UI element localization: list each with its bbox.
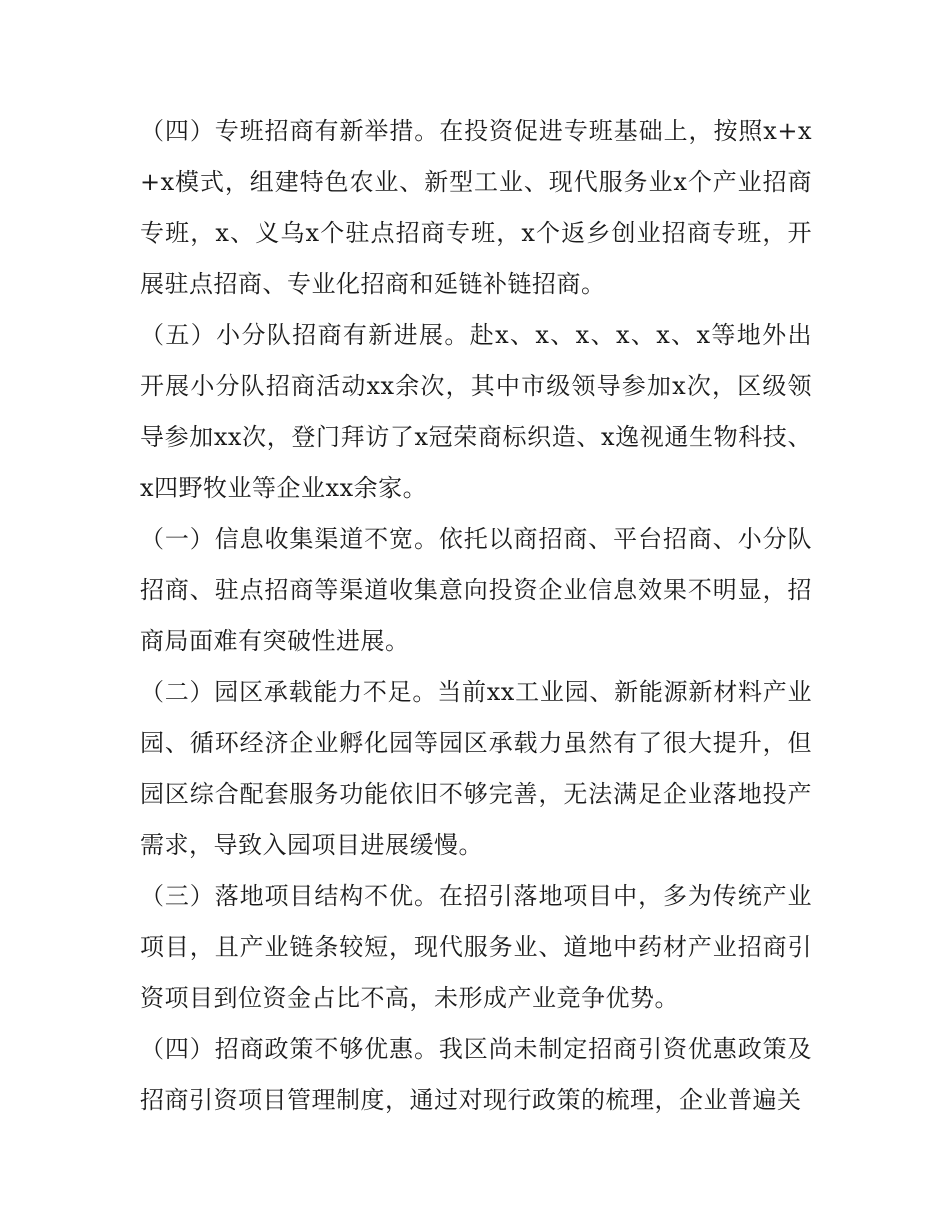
paragraph-special-team-investment: （四）专班招商有新举措。在投资促进专班基础上，按照x+x+x模式，组建特色农业、新型工业、现代服务业x个产业招商专班，x、义乌x个驻点招商专班，x个返乡创业招商专班，开展驻点招商、专业化招商和延链补链招商。 [140, 117, 812, 298]
paragraph-project-structure: （三）落地项目结构不优。在招引落地项目中，多为传统产业项目，且产业链条较短，现代服务业、道地中药材产业招商引资项目到位资金占比不高，未形成产业竞争优势。 [140, 882, 812, 1012]
paragraph-small-team-investment: （五）小分队招商有新进展。赴x、x、x、x、x、x等地外出开展小分队招商活动xx余次，其中市级领导参加x次，区级领导参加xx次，登门拜访了x冠荣商标织造、x逸视通生物科技、x四野牧业等企业xx余家。 [140, 321, 812, 502]
paragraph-investment-policy: （四）招商政策不够优惠。我区尚未制定招商引资优惠政策及招商引资项目管理制度，通过对现行政策的梳理，企业普遍关 [140, 1035, 812, 1114]
paragraph-park-capacity: （二）园区承载能力不足。当前xx工业园、新能源新材料产业园、循环经济企业孵化园等园区承载力虽然有了很大提升，但园区综合配套服务功能依旧不够完善，无法满足企业落地投产需求，导致入园项目进展缓慢。 [140, 678, 812, 859]
paragraph-info-channels: （一）信息收集渠道不宽。依托以商招商、平台招商、小分队招商、驻点招商等渠道收集意向投资企业信息效果不明显，招商局面难有突破性进展。 [140, 525, 812, 655]
document-body [140, 106, 812, 1126]
